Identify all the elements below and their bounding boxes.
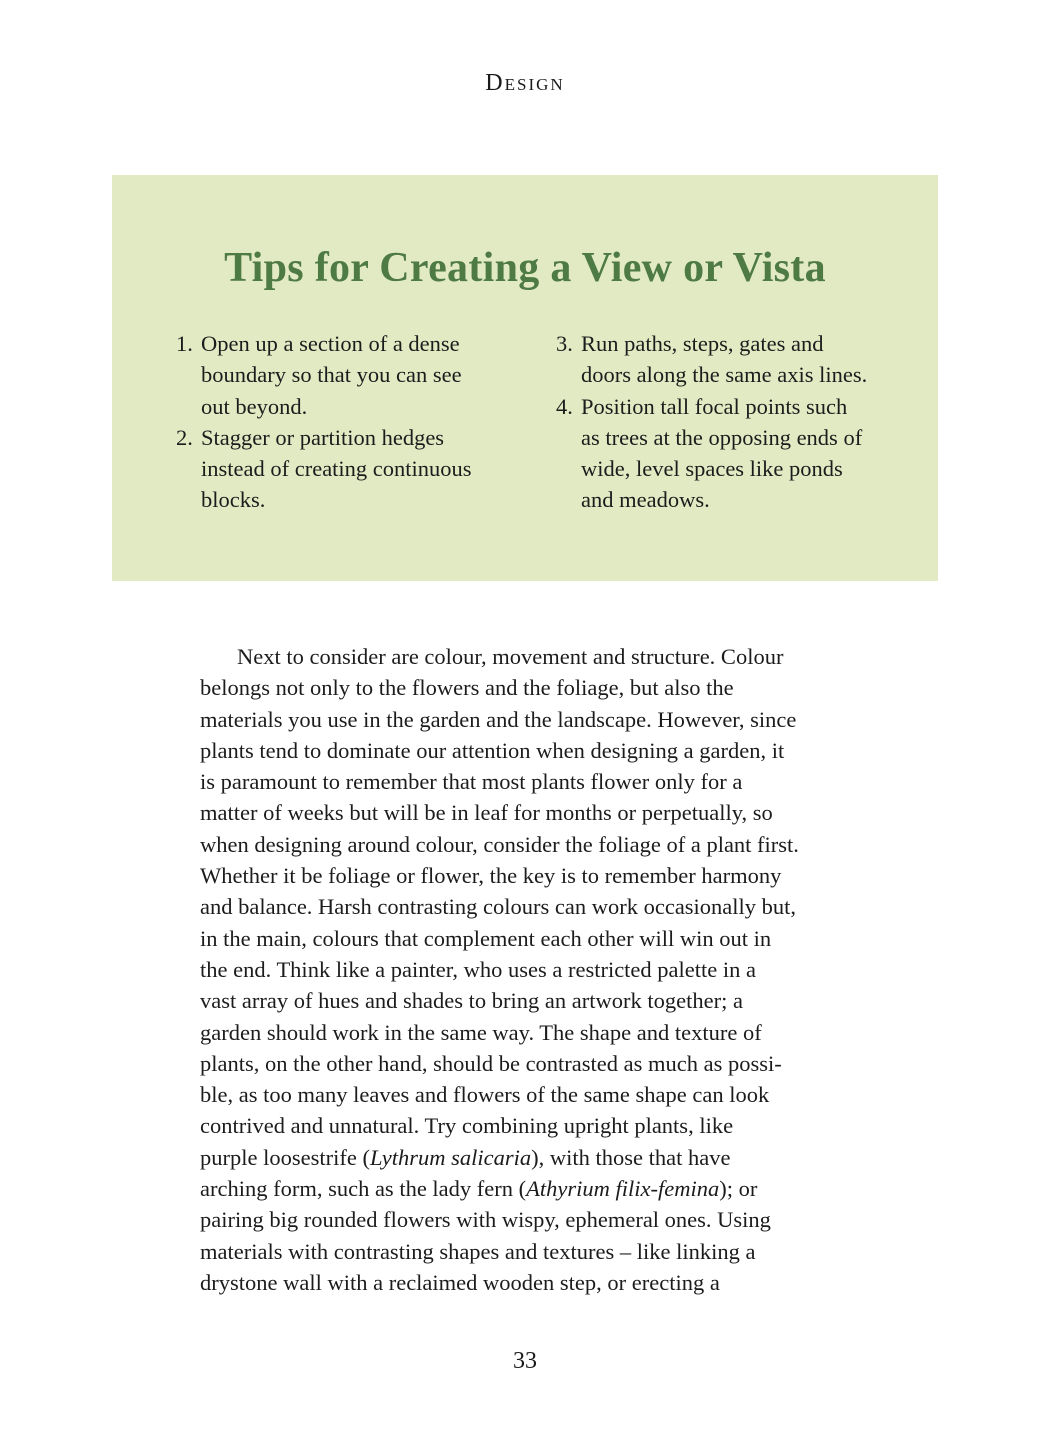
tips-title: Tips for Creating a View or Vista bbox=[224, 245, 826, 291]
running-head: Design bbox=[485, 70, 565, 96]
tip-line: Run paths, steps, gates and bbox=[581, 331, 824, 356]
body-paragraph bbox=[200, 641, 855, 1298]
body-line: plants tend to dominate our attention when designing a garden, it bbox=[200, 737, 785, 763]
tip-number: 1. bbox=[176, 331, 193, 356]
body-line: is paramount to remember that most plants flower only for a bbox=[200, 769, 743, 795]
tip-line: Open up a section of a dense bbox=[201, 331, 460, 356]
tip-number: 3. bbox=[556, 331, 573, 356]
latin-plant-name: Athyrium filix-femina bbox=[526, 1176, 720, 1202]
tip-line: out beyond. bbox=[201, 393, 308, 419]
tip-item-1 bbox=[176, 328, 516, 422]
body-line: and balance. Harsh contrasting colours can work occasionally but, bbox=[200, 894, 797, 920]
body-line: in the main, colours that complement each other will win out in bbox=[200, 925, 772, 951]
tip-line: and meadows. bbox=[581, 487, 710, 513]
text: ); or bbox=[719, 1176, 758, 1202]
body-line: drystone wall with a reclaimed wooden step, or erecting a bbox=[200, 1269, 720, 1295]
body-line: the end. Think like a painter, who uses a restricted palette in a bbox=[200, 956, 756, 982]
body-line: plants, on the other hand, should be contrasted as much as possi- bbox=[200, 1050, 782, 1076]
body-line: belongs not only to the flowers and the foliage, but also the bbox=[200, 675, 734, 701]
tip-line: wide, level spaces like ponds bbox=[581, 456, 843, 482]
body-line: Whether it be foliage or flower, the key is to remember harmony bbox=[200, 863, 782, 889]
tip-line: as trees at the opposing ends of bbox=[581, 424, 863, 450]
body-line: pairing big rounded flowers with wispy, ephemeral ones. Using bbox=[200, 1207, 771, 1233]
body-line: Next to consider are colour, movement and structure. Colour bbox=[237, 644, 784, 669]
tip-number: 4. bbox=[556, 393, 573, 419]
body-line: garden should work in the same way. The shape and texture of bbox=[200, 1019, 762, 1045]
tips-list-left bbox=[176, 328, 516, 516]
text: arching form, such as the lady fern ( bbox=[200, 1176, 527, 1202]
latin-plant-name: Lythrum salicaria bbox=[369, 1144, 532, 1170]
body-line: matter of weeks but will be in leaf for months or perpetually, so bbox=[200, 800, 773, 826]
tip-line: blocks. bbox=[201, 487, 266, 513]
text: purple loosestrife ( bbox=[200, 1144, 370, 1170]
body-line: contrived and unnatural. Try combining upright plants, like bbox=[200, 1113, 734, 1139]
page-number: 33 bbox=[513, 1348, 537, 1374]
body-line: when designing around colour, consider the foliage of a plant first. bbox=[200, 831, 799, 857]
tip-item-4 bbox=[556, 391, 906, 516]
tip-line: boundary so that you can see bbox=[201, 362, 462, 388]
tip-number: 2. bbox=[176, 424, 193, 450]
body-line-with-latin-name bbox=[200, 1173, 855, 1204]
body-line: vast array of hues and shades to bring an artwork together; a bbox=[200, 988, 743, 1014]
tip-line: doors along the same axis lines. bbox=[581, 362, 868, 388]
body-line: ble, as too many leaves and flowers of the same shape can look bbox=[200, 1082, 770, 1108]
body-line-with-latin-name bbox=[200, 1142, 855, 1173]
tip-item-3 bbox=[556, 328, 906, 391]
tips-list-right bbox=[556, 328, 906, 516]
body-line: materials you use in the garden and the landscape. However, since bbox=[200, 706, 797, 732]
tip-line: instead of creating continuous bbox=[201, 456, 472, 482]
text: ), with those that have bbox=[531, 1144, 731, 1170]
tip-line: Position tall focal points such bbox=[581, 393, 848, 419]
body-line: materials with contrasting shapes and textures – like linking a bbox=[200, 1238, 756, 1264]
tip-item-2 bbox=[176, 422, 516, 516]
tip-line: Stagger or partition hedges bbox=[201, 424, 445, 450]
